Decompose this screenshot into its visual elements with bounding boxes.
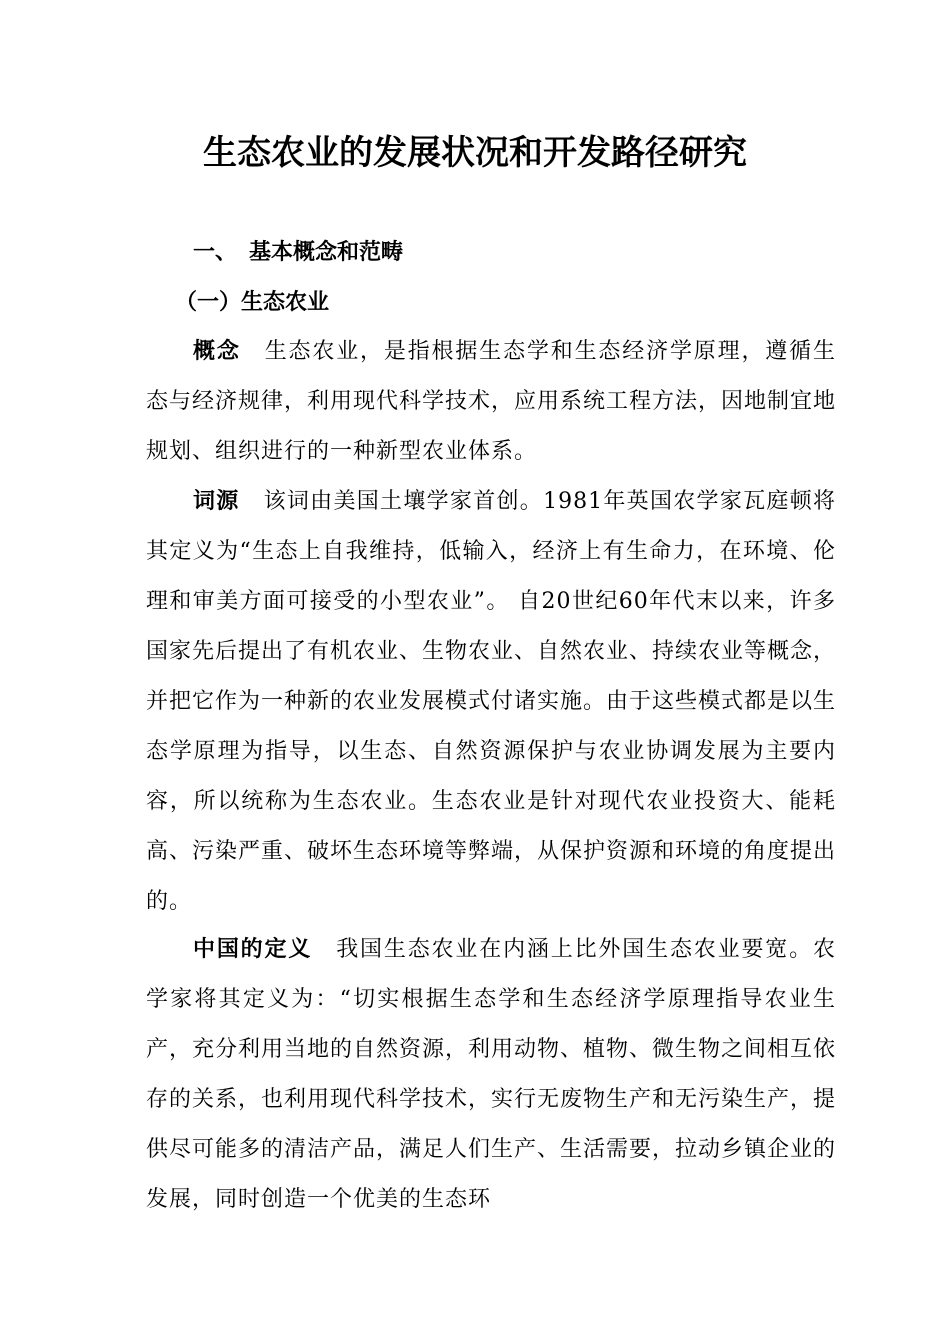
section-heading-text: 基本概念和范畴 [249,239,404,265]
paragraph-text: 生态农业，是指根据生态学和生态经济学原理，遵循生态与经济规律，利用现代科学技术，应用系统工程方法，因地制宜地规划、组织进行的一种新型农业体系。 [146,339,837,464]
paragraph-term: 概念 [193,338,241,364]
paragraph-term: 中国的定义 [193,936,313,962]
section-heading [193,236,403,268]
section-number: 一、 [193,239,238,265]
paragraph-text: 我国生态农业在内涵上比外国生态农业要宽。农学家将其定义为：“切实根据生态学和生态经济学原理指导农业生产，充分利用当地的自然资源，利用动物、植物、微生物之间相互依存的关系，也利用现代科学技术，实行无废物生产和无污染生产，提供尽可能多的清洁产品，满足人们生产、生活需要，拉动乡镇企业的发展，同时创造一个优美的生态环 [146,937,837,1212]
paragraph-china-definition [146,924,836,1225]
document-title: 生态农业的发展状况和开发路径研究 [203,133,747,173]
paragraph-term: 词源 [193,488,240,514]
paragraph-concept [146,326,836,477]
paragraph-text: 该词由美国土壤学家首创。1981年英国农学家瓦庭顿将其定义为“生态上自我维持，低输入，经济上有生命力，在环境、伦理和审美方面可接受的小型农业”。 自20世纪60年代末以来，许多国家先后提出了有机农业、生物农业、自然农业、持续农业等概念，并把它作为一种新的农业发展模式付诸实施。由于这些模式都是以生态学原理为指导，以生态、自然资源保护与农业协调发展为主要内容，所以统称为生态农业。生态农业是针对现代农业投资大、能耗高、污染严重、破坏生态环境等弊端，从保护资源和环境的角度提出的。 [146,489,837,914]
paragraph-etymology [146,476,836,927]
subsection-heading: （一）生态农业 [175,289,330,315]
